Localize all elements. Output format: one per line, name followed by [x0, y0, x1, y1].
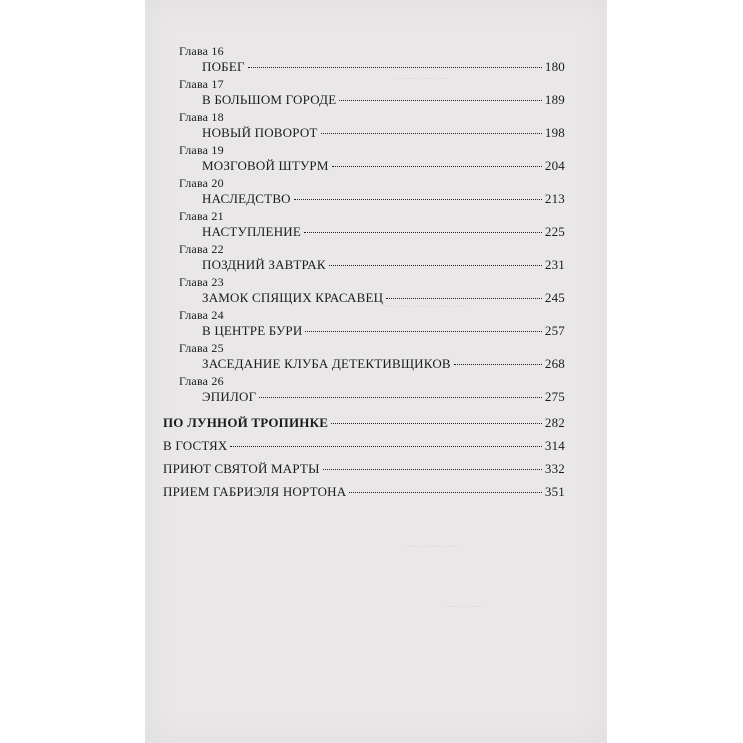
book-page: [145, 0, 607, 743]
chapter-number: Глава 20: [179, 176, 224, 190]
toc-entry: [202, 389, 565, 405]
dot-leader: [259, 397, 542, 398]
chapter-number: Глава 17: [179, 77, 224, 91]
toc-entry-title: В ГОСТЯХ: [163, 438, 228, 453]
toc-entry-page: 314: [544, 438, 565, 453]
toc-entry-page: 282: [544, 415, 565, 430]
toc-entry-title: НАСЛЕДСТВО: [202, 191, 291, 206]
dot-leader: [332, 166, 542, 167]
table-of-contents: [145, 0, 607, 743]
toc-entry-page: 213: [544, 191, 565, 206]
toc-entry: [202, 191, 565, 207]
chapter-number: Глава 26: [179, 374, 224, 388]
toc-entry: [202, 92, 565, 108]
toc-entry: [202, 257, 565, 273]
toc-entry-title: МОЗГОВОЙ ШТУРМ: [202, 158, 329, 173]
toc-entry-page: 245: [544, 290, 565, 305]
toc-entry-page: 275: [544, 389, 565, 404]
dot-leader: [339, 100, 542, 101]
toc-entry: [163, 484, 565, 500]
bleed-through-text: — — — —: [405, 540, 458, 552]
chapter-number: Глава 24: [179, 308, 224, 322]
toc-entry-title: ЭПИЛОГ: [202, 389, 257, 404]
toc-entry-title: ПО ЛУННОЙ ТРОПИНКЕ: [163, 415, 329, 430]
chapter-label: [179, 341, 224, 356]
chapter-label: [179, 374, 224, 389]
chapter-number: Глава 16: [179, 44, 224, 58]
toc-entry-title: ЗАМОК СПЯЩИХ КРАСАВЕЦ: [202, 290, 384, 305]
toc-entry: [163, 415, 565, 431]
chapter-label: [179, 275, 224, 290]
toc-entry: [202, 59, 565, 75]
chapter-label: [179, 143, 224, 158]
toc-entry-page: 204: [544, 158, 565, 173]
toc-entry: [202, 290, 565, 306]
toc-entry-title: НОВЫЙ ПОВОРОТ: [202, 125, 318, 140]
dot-leader: [321, 133, 542, 134]
dot-leader: [349, 492, 542, 493]
dot-leader: [294, 199, 542, 200]
toc-entry: [202, 356, 565, 372]
chapter-label: [179, 209, 224, 224]
toc-entry-title: В БОЛЬШОМ ГОРОДЕ: [202, 92, 337, 107]
dot-leader: [331, 423, 542, 424]
chapter-label: [179, 242, 224, 257]
dot-leader: [386, 298, 542, 299]
toc-entry-title: ПРИЮТ СВЯТОЙ МАРТЫ: [163, 461, 320, 476]
toc-entry-page: 268: [544, 356, 565, 371]
dot-leader: [329, 265, 542, 266]
chapter-label: [179, 110, 224, 125]
toc-entry-title: В ЦЕНТРЕ БУРИ: [202, 323, 303, 338]
chapter-label: [179, 176, 224, 191]
bleed-through-text: — — —: [445, 600, 484, 612]
toc-entry-page: 180: [544, 59, 565, 74]
chapter-number: Глава 18: [179, 110, 224, 124]
chapter-number: Глава 22: [179, 242, 224, 256]
toc-entry-page: 351: [544, 484, 565, 499]
toc-entry-title: ПОЗДНИЙ ЗАВТРАК: [202, 257, 326, 272]
bleed-through-text: — — — — — —: [385, 300, 465, 312]
chapter-number: Глава 19: [179, 143, 224, 157]
toc-entry-title: НАСТУПЛЕНИЕ: [202, 224, 302, 239]
toc-entry: [163, 461, 565, 477]
toc-entry-page: 198: [544, 125, 565, 140]
toc-entry-title: ПРИЕМ ГАБРИЭЛЯ НОРТОНА: [163, 484, 347, 499]
toc-entry-page: 257: [544, 323, 565, 338]
toc-entry-page: 231: [544, 257, 565, 272]
dot-leader: [454, 364, 542, 365]
toc-entry-page: 189: [544, 92, 565, 107]
toc-entry-title: ПОБЕГ: [202, 59, 245, 74]
dot-leader: [248, 67, 542, 68]
bleed-through-text: — — — —: [395, 72, 448, 84]
chapter-number: Глава 23: [179, 275, 224, 289]
chapter-number: Глава 21: [179, 209, 224, 223]
toc-entry: [202, 158, 565, 174]
toc-entry: [163, 438, 565, 454]
toc-entry-page: 332: [544, 461, 565, 476]
chapter-label: [179, 44, 224, 59]
chapter-label: [179, 77, 224, 92]
dot-leader: [230, 446, 541, 447]
dot-leader: [304, 232, 542, 233]
toc-entry: [202, 323, 565, 339]
toc-entry: [202, 125, 565, 141]
dot-leader: [305, 331, 541, 332]
chapter-label: [179, 308, 224, 323]
dot-leader: [323, 469, 542, 470]
toc-entry-title: ЗАСЕДАНИЕ КЛУБА ДЕТЕКТИВЩИКОВ: [202, 356, 451, 371]
chapter-number: Глава 25: [179, 341, 224, 355]
toc-entry: [202, 224, 565, 240]
toc-entry-page: 225: [544, 224, 565, 239]
